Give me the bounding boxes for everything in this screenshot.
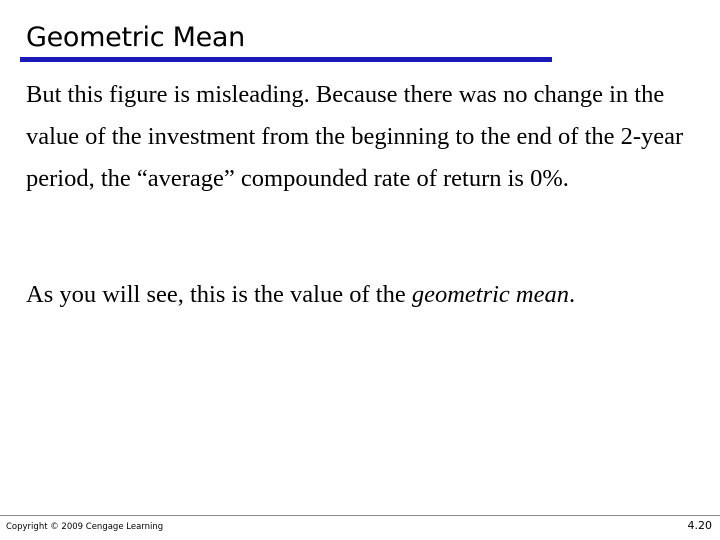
paragraph-2-tail: . — [569, 281, 576, 308]
paragraph-misleading-figure: But this figure is misleading. Because there was no change in the value of the investment from the beginning to the end of the 2-year period, the “average” compounded rate of return is 0%. — [26, 81, 684, 192]
title-underline — [20, 57, 552, 62]
geometric-mean-term: geometric mean — [411, 281, 569, 308]
slide-title: Geometric Mean — [26, 22, 245, 53]
footer-copyright: Copyright © 2009 Cengage Learning — [6, 522, 164, 532]
footer-divider — [0, 515, 720, 516]
page-number: 4.20 — [687, 519, 712, 532]
paragraph-geometric-mean — [26, 274, 706, 316]
paragraph-2-lead: As you will see, this is the value of the — [26, 281, 412, 308]
